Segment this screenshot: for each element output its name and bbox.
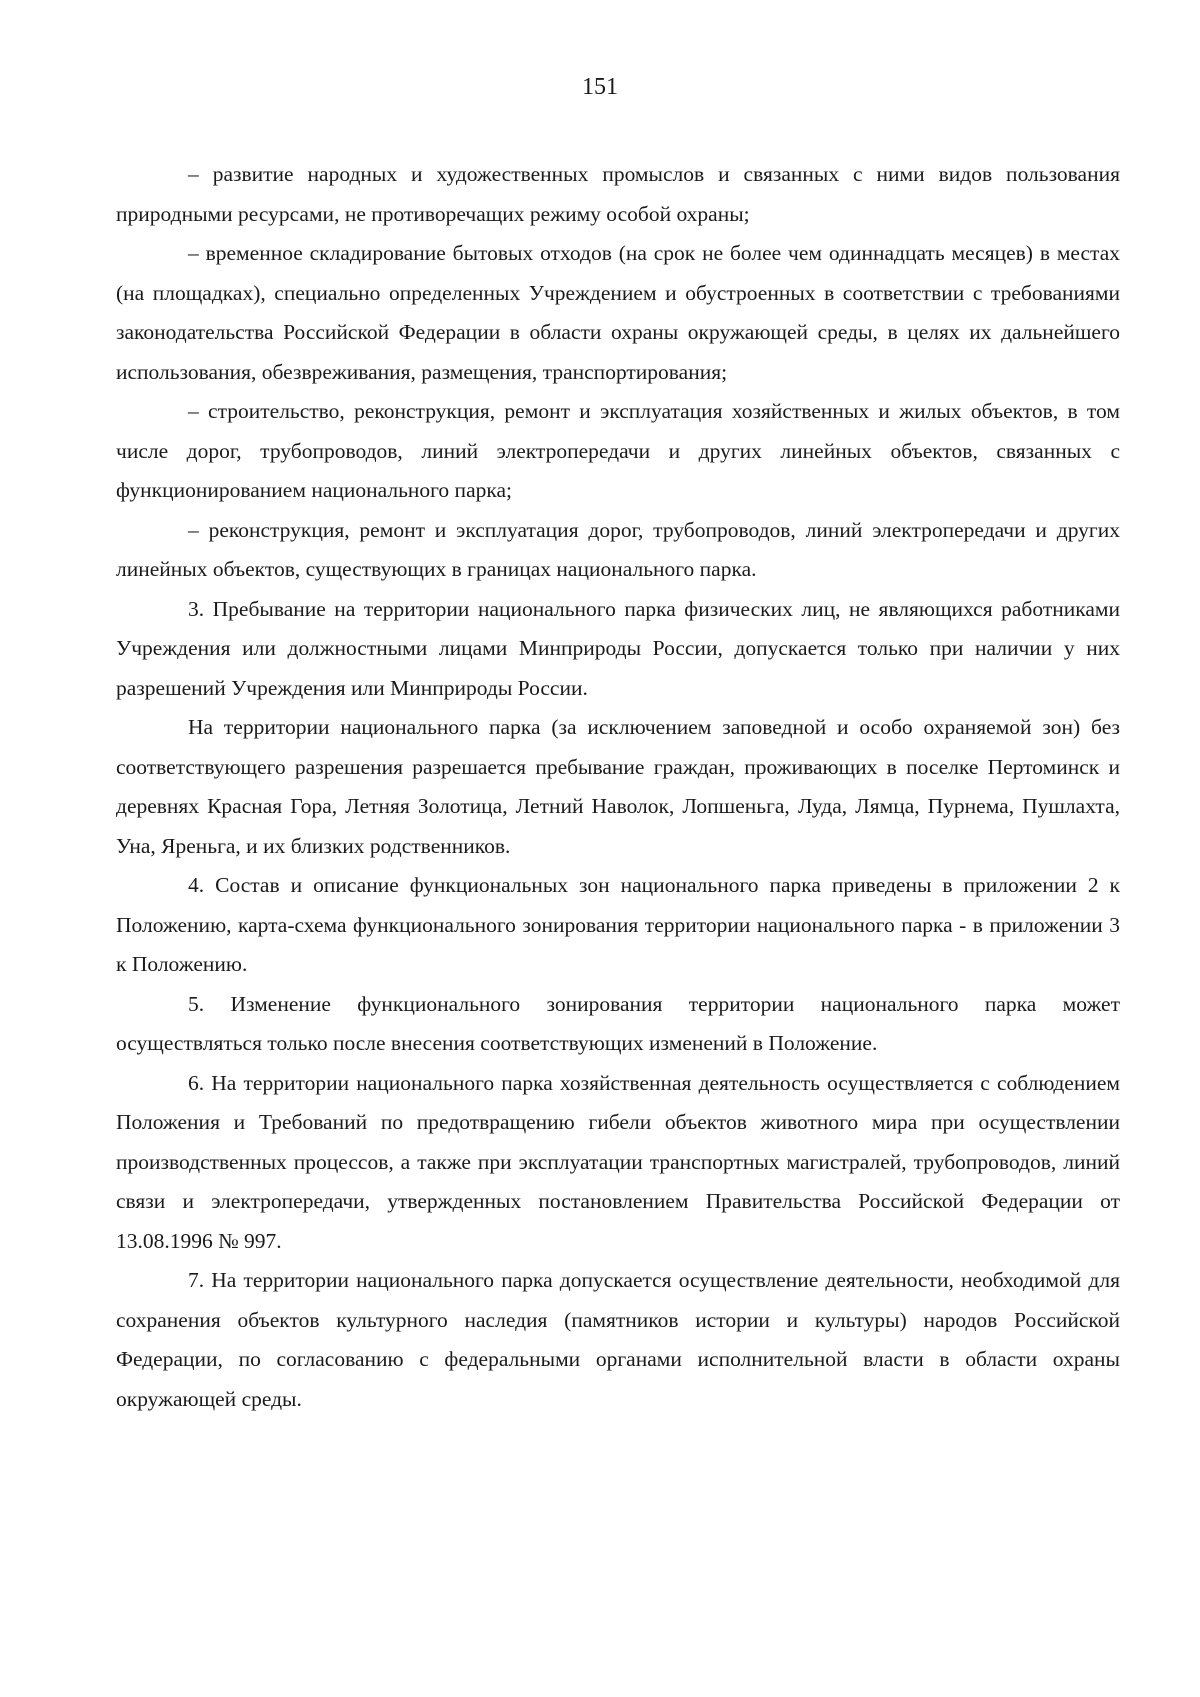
paragraph-construction: – строительство, реконструкция, ремонт и эксплуатация хозяйственных и жилых объектов, в том числе дорог, трубопроводов, линий электропередачи и других линейных объектов, связанных с функционированием национального парка; xyxy=(116,399,1120,502)
paragraph-reconstruction: – реконструкция, ремонт и эксплуатация дорог, трубопроводов, линий электропередачи и других линейных объектов, существующих в границах национального парка. xyxy=(116,517,1120,581)
paragraph-item-6: 6. На территории национального парка хозяйственная деятельность осуществляется с соблюдением Положения и Требований по предотвращению гибели объектов животного мира при осуществлении производственных процессов, а также при эксплуатации транспортных магистралей, трубопроводов, линий связи и электропередачи, утвержденных постановлением Правительства Российской Федерации от 13.08.1996 № 997. xyxy=(116,1070,1120,1253)
paragraph-waste-storage: – временное складирование бытовых отходов (на срок не более чем одиннадцать месяцев) в местах (на площадках), специально определенных Учреждением и обустроенных в соответствии с требованиями законодательства Российской Федерации в области охраны окружающей среды, в целях их дальнейшего использования, обезвреживания, размещения, транспортирования; xyxy=(116,241,1120,384)
paragraph-item-7: 7. На территории национального парка допускается осуществление деятельности, необходимой для сохранения объектов культурного наследия (памятников истории и культуры) народов Российской Федерации, по согласованию с федеральными органами исполнительной власти в области охраны окружающей среды. xyxy=(116,1268,1120,1411)
paragraph-item-4: 4. Состав и описание функциональных зон национального парка приведены в приложении 2 к Положению, карта-схема функционального зонирования территории национального парка - в приложении 3 к Положению. xyxy=(116,873,1120,976)
page-number: 151 xyxy=(582,74,618,100)
document-body xyxy=(116,155,1120,1419)
paragraph-crafts: – развитие народных и художественных промыслов и связанных с ними видов пользования природными ресурсами, не противоречащих режиму особой охраны; xyxy=(116,162,1120,226)
paragraph-item-5: 5. Изменение функционального зонирования территории национального парка может осуществляться только после внесения соответствующих изменений в Положение. xyxy=(116,991,1120,1055)
paragraph-residents: На территории национального парка (за исключением заповедной и особо охраняемой зон) без соответствующего разрешения разрешается пребывание граждан, проживающих в поселке Пертоминск и деревнях Красная Гора, Летняя Золотица, Летний Наволок, Лопшеньга, Луда, Лямца, Пурнема, Пушлахта, Уна, Яреньга, и их близких родственников. xyxy=(116,715,1120,858)
paragraph-item-3: 3. Пребывание на территории национального парка физических лиц, не являющихся работниками Учреждения или должностными лицами Минприроды России, допускается только при наличии у них разрешений Учреждения или Минприроды России. xyxy=(116,596,1120,700)
